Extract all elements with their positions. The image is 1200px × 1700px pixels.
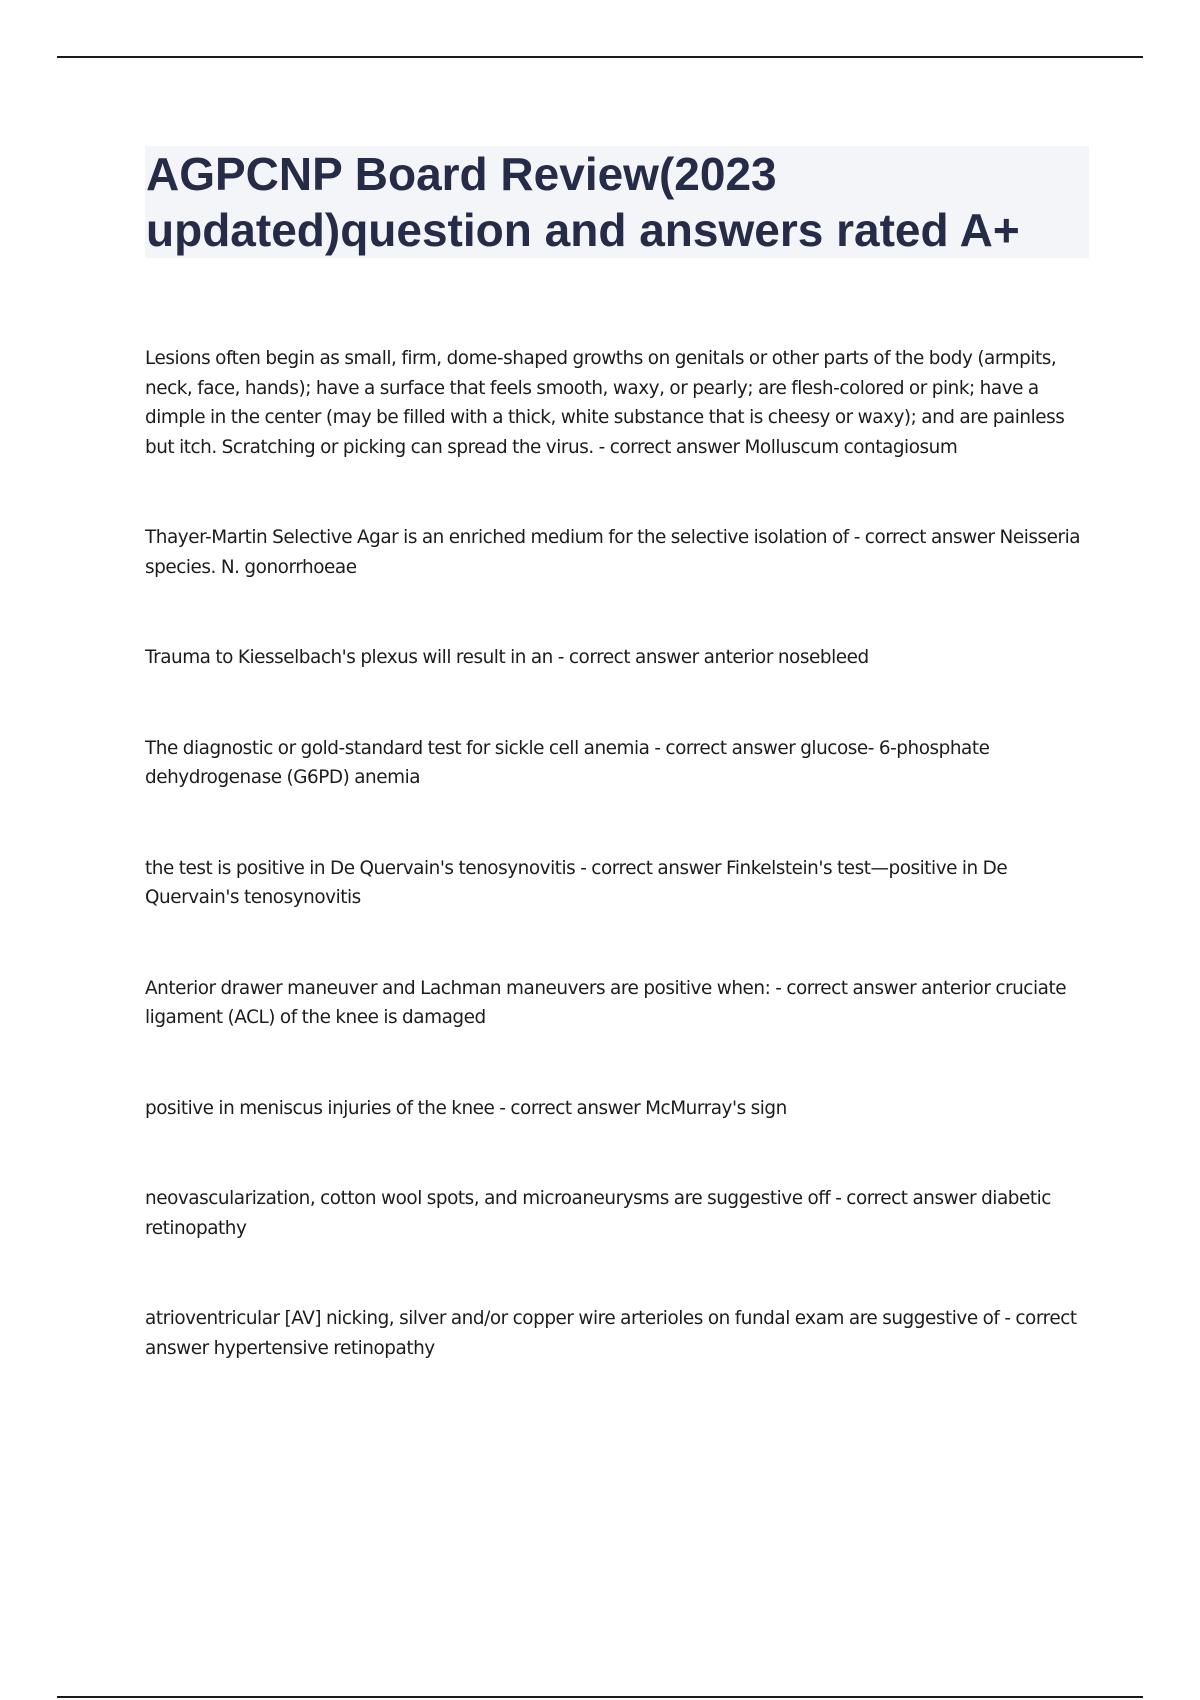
title-block <box>145 146 1089 258</box>
qa-item-2: Thayer-Martin Selective Agar is an enriched medium for the selective isolation of - correct answer Neisseria species. N. gonorrhoeae <box>145 527 1081 578</box>
qa-item-9: atrioventricular [AV] nicking, silver and/or copper wire arterioles on fundal exam are suggestive of - correct answer hypertensive retinopathy <box>145 1308 1077 1359</box>
bottom-rule <box>57 1696 1143 1698</box>
qa-list <box>145 344 1090 1363</box>
document-title: AGPCNP Board Review(2023 updated)question and answers rated A+ <box>146 148 1020 256</box>
qa-item-6: Anterior drawer maneuver and Lachman maneuvers are positive when: - correct answer anterior cruciate ligament (ACL) of the knee is damaged <box>145 977 1067 1028</box>
qa-item-1: Lesions often begin as small, firm, dome-shaped growths on genitals or other parts of the body (armpits, neck, face, hands); have a surface that feels smooth, waxy, or pearly; are flesh-colored or pink; have a dimple in the center (may be filled with a thick, white substance that is cheesy or waxy); and are painless but itch. Scratching or picking can spread the virus. - correct answer Molluscum contagiosum <box>145 348 1065 458</box>
top-rule <box>57 56 1143 58</box>
qa-item-7: positive in meniscus injuries of the knee - correct answer McMurray's sign <box>145 1097 787 1119</box>
qa-item-8: neovascularization, cotton wool spots, and microaneurysms are suggestive off - correct answer diabetic retinopathy <box>145 1188 1051 1239</box>
qa-item-4: The diagnostic or gold-standard test for sickle cell anemia - correct answer glucose- 6-phosphate dehydrogenase (G6PD) anemia <box>145 737 990 788</box>
qa-item-5: the test is positive in De Quervain's tenosynovitis - correct answer Finkelstein's test—positive in De Quervain's tenosynovitis <box>145 857 1008 908</box>
qa-item-3: Trauma to Kiesselbach's plexus will result in an - correct answer anterior nosebleed <box>145 647 869 668</box>
